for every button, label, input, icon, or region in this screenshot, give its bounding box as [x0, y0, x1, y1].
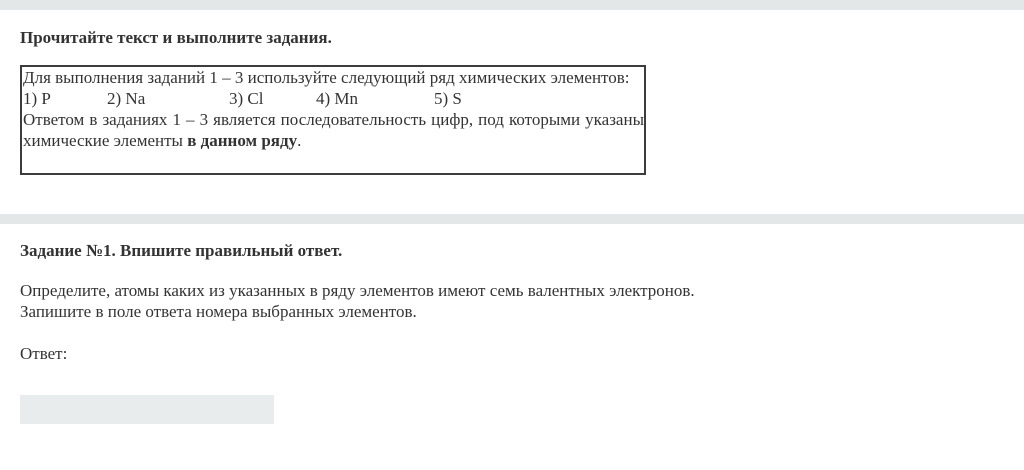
element-item-p: 1) P [23, 89, 51, 108]
intro-title: Прочитайте текст и выполните задания. [20, 28, 332, 47]
element-item-mn: 4) Mn [316, 89, 359, 108]
answer-note-emphasis: в данном ряду [187, 131, 298, 150]
element-item-s: 5) S [434, 89, 462, 108]
elements-info-box [20, 65, 646, 175]
top-divider-bar [0, 0, 1024, 10]
answer-label: Ответ: [20, 344, 68, 363]
answer-note-text: Ответом в заданиях 1 – 3 является последовательность цифр, под которыми указаны химические элементы [23, 110, 644, 150]
task-description [20, 280, 695, 322]
task-instruction: Запишите в поле ответа номера выбранных элементов. [20, 302, 417, 321]
task-question: Определите, атомы каких из указанных в ряду элементов имеют семь валентных электронов. [20, 281, 695, 300]
task-title: Задание №1. Впишите правильный ответ. [20, 241, 343, 260]
answer-note-end: . [297, 131, 302, 150]
element-item-cl: 3) Cl [229, 89, 264, 108]
answer-input[interactable] [20, 395, 274, 424]
element-item-na: 2) Na [107, 89, 146, 108]
section-divider-bar [0, 214, 1024, 224]
info-box-answer-note [23, 109, 644, 151]
elements-list [23, 88, 644, 109]
info-box-instruction: Для выполнения заданий 1 – 3 используйте следующий ряд химических элементов: [23, 68, 630, 87]
